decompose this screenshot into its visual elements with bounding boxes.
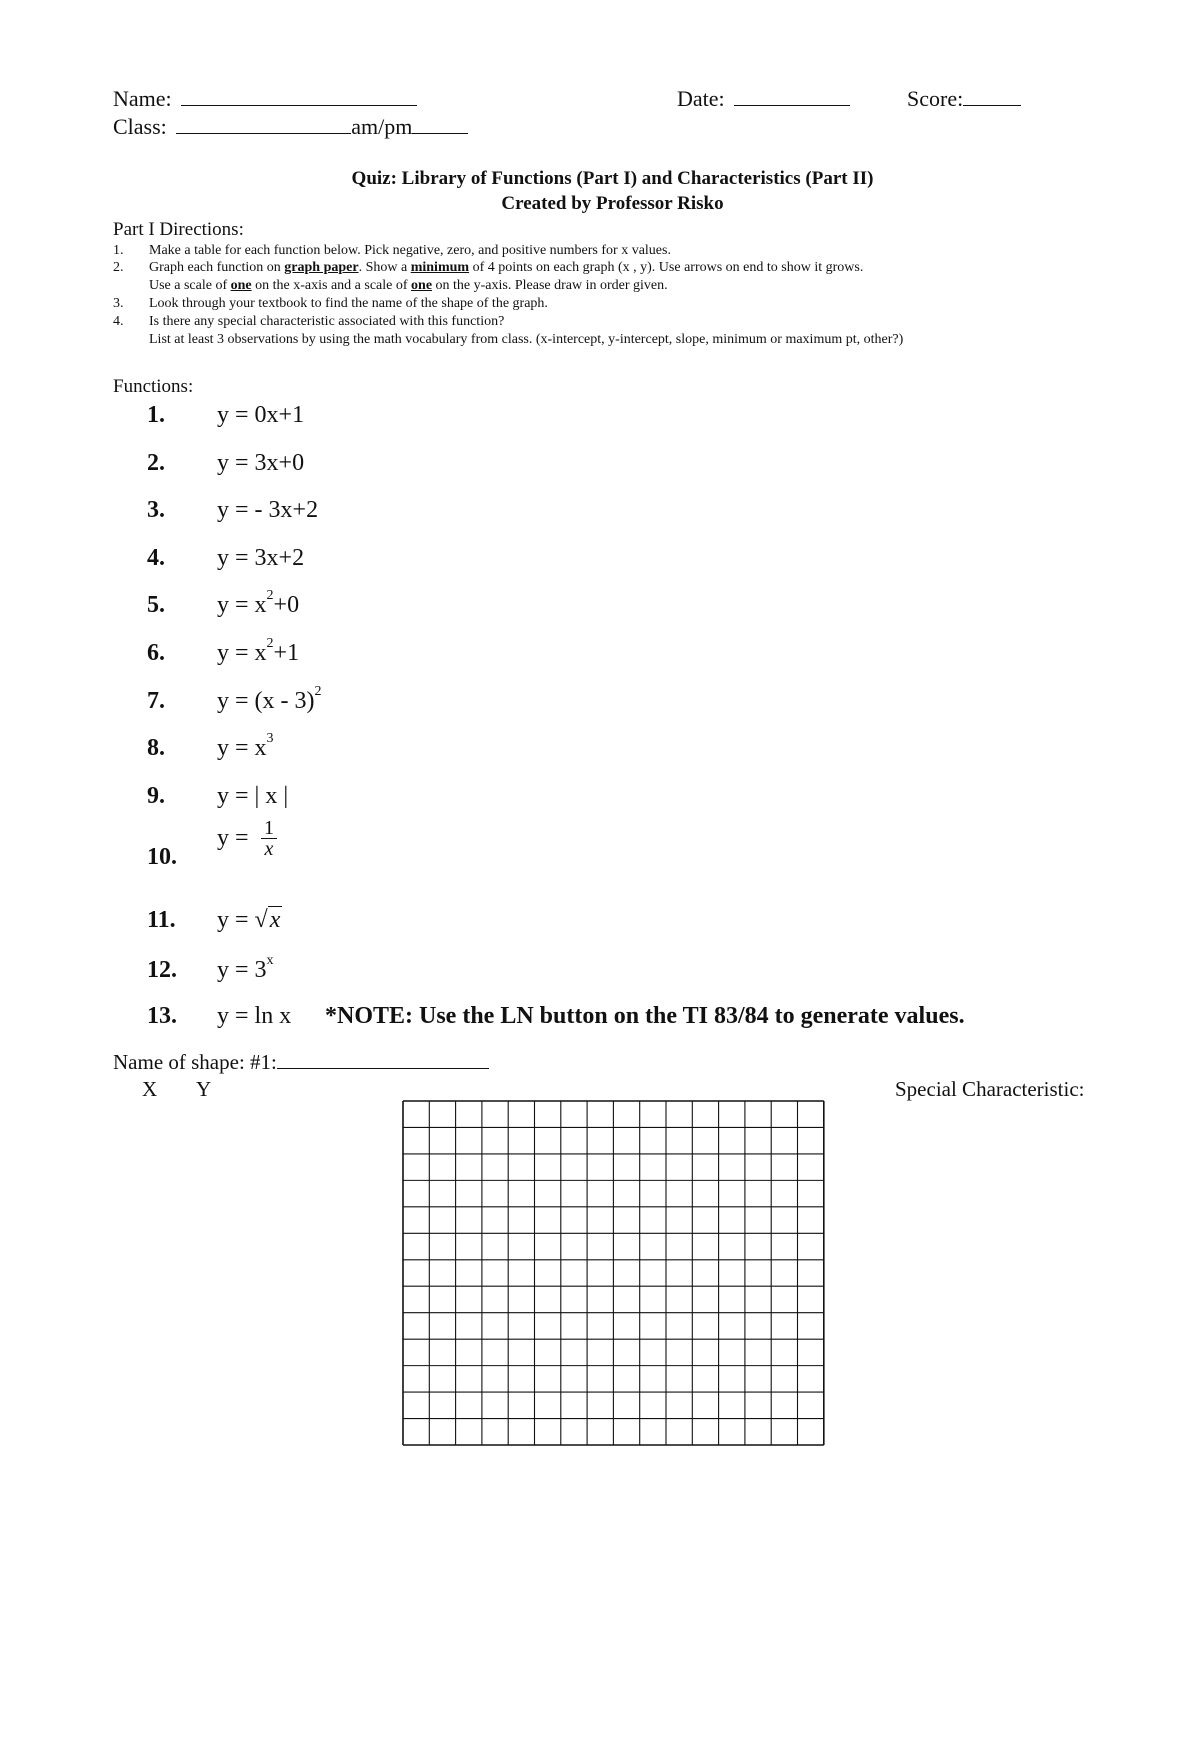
date-field[interactable] bbox=[677, 86, 850, 112]
functions-heading: Functions: bbox=[113, 376, 194, 397]
ln-note: *NOTE: Use the LN button on the TI 83/84 to generate values. bbox=[325, 1003, 965, 1029]
ampm-label: am/pm bbox=[351, 114, 413, 139]
fraction: $\frac{1}{x}$ bbox=[261, 818, 278, 859]
class-blank[interactable] bbox=[176, 132, 351, 134]
shape-name-label: Name of shape: #1: bbox=[113, 1050, 277, 1074]
directions-heading: Part I Directions: bbox=[113, 219, 244, 240]
shape-name-field[interactable] bbox=[113, 1050, 489, 1075]
date-label: Date: bbox=[677, 86, 725, 111]
ampm-blank[interactable] bbox=[412, 132, 468, 134]
score-blank[interactable] bbox=[963, 104, 1021, 106]
x-column-header: X bbox=[142, 1077, 158, 1101]
name-blank[interactable] bbox=[181, 104, 417, 106]
special-characteristic-label: Special Characteristic: bbox=[895, 1077, 1085, 1101]
class-field[interactable] bbox=[113, 114, 468, 140]
score-field[interactable] bbox=[907, 86, 1021, 112]
shape-name-blank[interactable] bbox=[277, 1067, 489, 1069]
square-root-symbol: √x bbox=[254, 907, 281, 933]
name-field[interactable] bbox=[113, 86, 417, 112]
y-column-header: Y bbox=[196, 1077, 212, 1101]
name-label: Name: bbox=[113, 86, 172, 111]
grid-lines bbox=[403, 1101, 824, 1445]
quiz-subtitle: Created by Professor Risko bbox=[501, 193, 724, 214]
quiz-title: Quiz: Library of Functions (Part I) and Characteristics (Part II) bbox=[351, 168, 874, 189]
directions-list: 1. Make a table for each function below. Pick negative, zero, and positive numbers for x values. 2. Graph each function on graph paper. Show a minimum of 4 points on each graph (x , y). Use arrows on end to show it grows. Use a scale of one on the x-axis and a scale of one on the y-axis. Please draw in order given. 3. Look through your textbook to find the name of the shape of the graph. 4. Is there any special characteristic associated with this function? List at least 3 observations by using the math vocabulary from class. (x-intercept, y-intercept, slope, minimum or maximum pt, other?) bbox=[113, 243, 904, 347]
score-label: Score: bbox=[907, 86, 964, 111]
date-blank[interactable] bbox=[734, 104, 850, 106]
graph-paper[interactable] bbox=[400, 1098, 828, 1750]
class-label: Class: bbox=[113, 114, 167, 139]
